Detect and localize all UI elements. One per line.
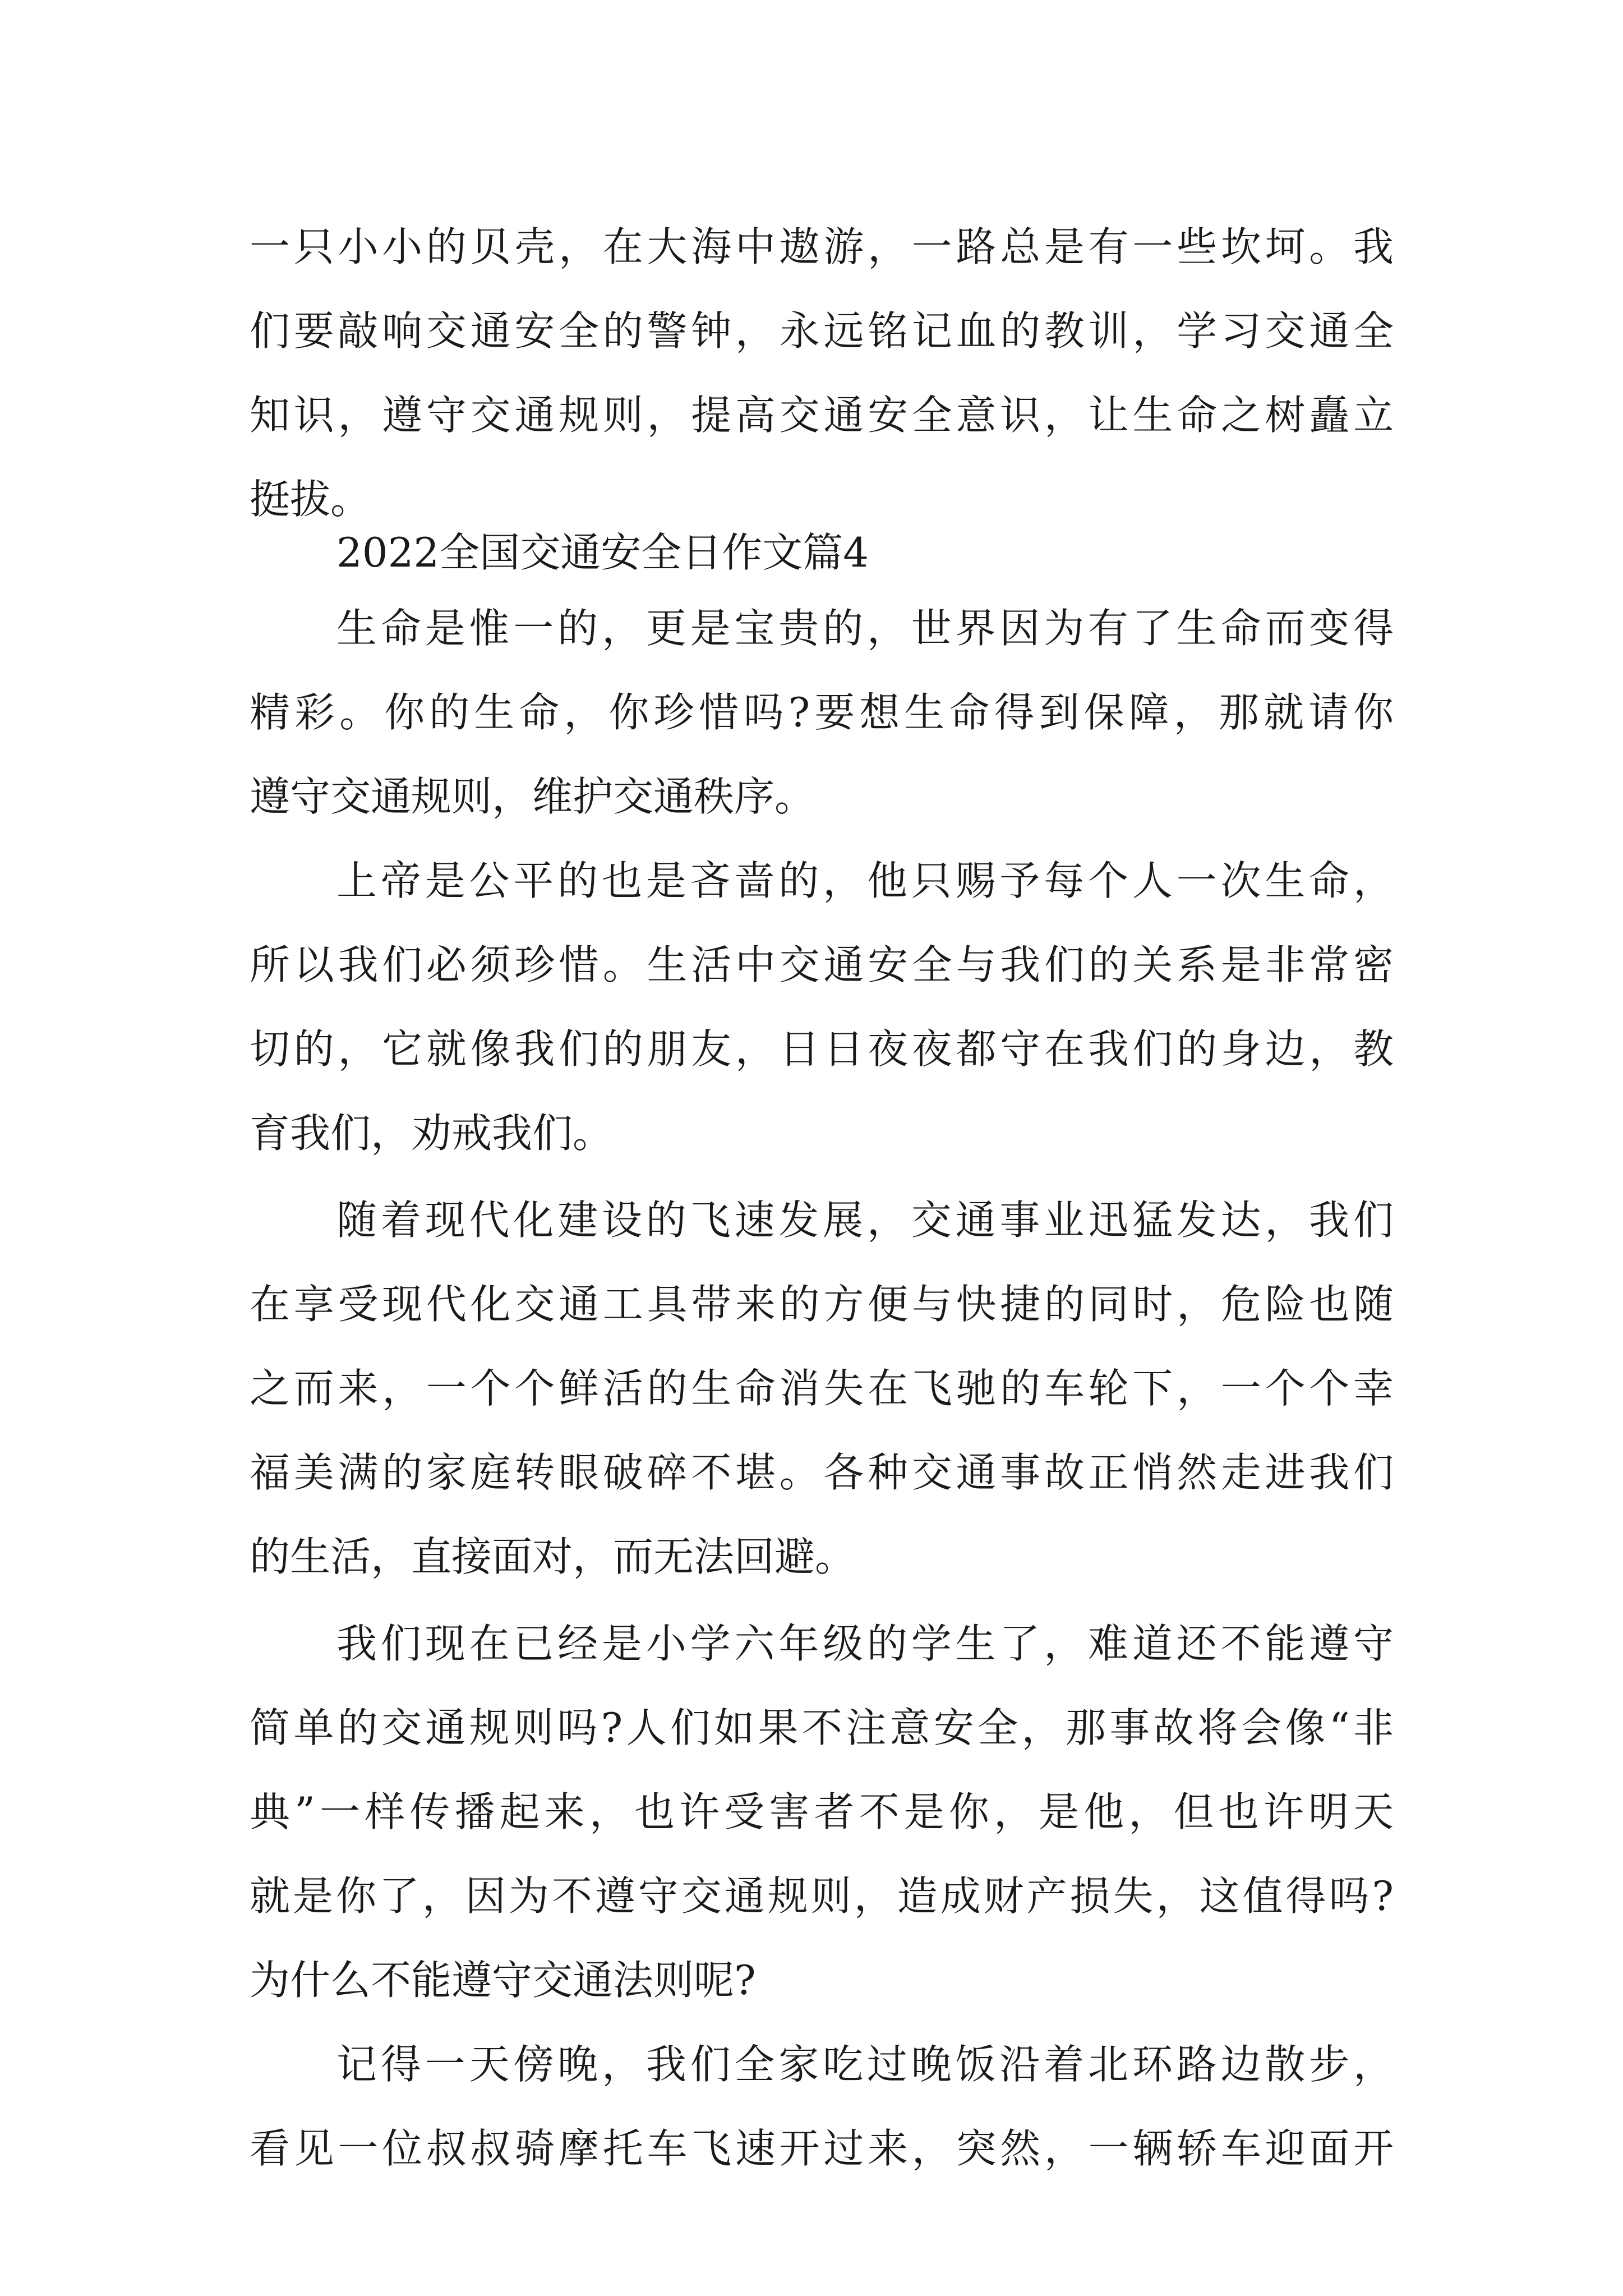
text-line: 育我们，劝戒我们。 — [250, 1110, 614, 1157]
text-line: 简单的交通规则吗?人们如果不注意安全，那事故将会像“非 — [250, 1704, 1394, 1751]
text-line: 在享受现代化交通工具带来的方便与快捷的同时，危险也随 — [250, 1281, 1394, 1328]
text-line: 看见一位叔叔骑摩托车飞速开过来，突然，一辆轿车迎面开 — [250, 2125, 1394, 2172]
text-line: 们要敲响交通安全的警钟，永远铭记血的教训，学习交通全 — [250, 307, 1394, 355]
text-line: 切的，它就像我们的朋友，日日夜夜都守在我们的身边，教 — [250, 1025, 1394, 1073]
text-line: 为什么不能遵守交通法则呢? — [250, 1957, 756, 2004]
text-line: 记得一天傍晚，我们全家吃过晚饭沿着北环路边散步， — [336, 2041, 1394, 2088]
section-heading: 2022全国交通安全日作文篇4 — [336, 529, 869, 576]
text-line: 典”一样传播起来，也许受害者不是你，是他，但也许明天 — [250, 1788, 1394, 1835]
text-line: 我们现在已经是小学六年级的学生了，难道还不能遵守 — [336, 1620, 1394, 1667]
text-line: 的生活，直接面对，而无法回避。 — [250, 1533, 856, 1580]
text-line: 遵守交通规则，维护交通秩序。 — [250, 773, 815, 820]
text-line: 所以我们必须珍惜。生活中交通安全与我们的关系是非常密 — [250, 941, 1394, 988]
text-line: 精彩。你的生命，你珍惜吗?要想生命得到保障，那就请你 — [250, 689, 1394, 736]
text-line: 生命是惟一的，更是宝贵的，世界因为有了生命而变得 — [336, 605, 1394, 652]
text-line: 挺拔。 — [250, 476, 371, 523]
text-line: 之而来，一个个鲜活的生命消失在飞驰的车轮下，一个个幸 — [250, 1365, 1394, 1412]
text-line: 福美满的家庭转眼破碎不堪。各种交通事故正悄然走进我们 — [250, 1449, 1394, 1496]
text-line: 知识，遵守交通规则，提高交通安全意识，让生命之树矗立 — [250, 392, 1394, 439]
text-line: 一只小小的贝壳，在大海中遨游，一路总是有一些坎坷。我 — [250, 223, 1394, 270]
text-line: 就是你了，因为不遵守交通规则，造成财产损失，这值得吗? — [250, 1872, 1394, 1920]
text-line: 上帝是公平的也是吝啬的，他只赐予每个人一次生命， — [336, 857, 1394, 904]
text-line: 随着现代化建设的飞速发展，交通事业迅猛发达，我们 — [336, 1197, 1394, 1244]
